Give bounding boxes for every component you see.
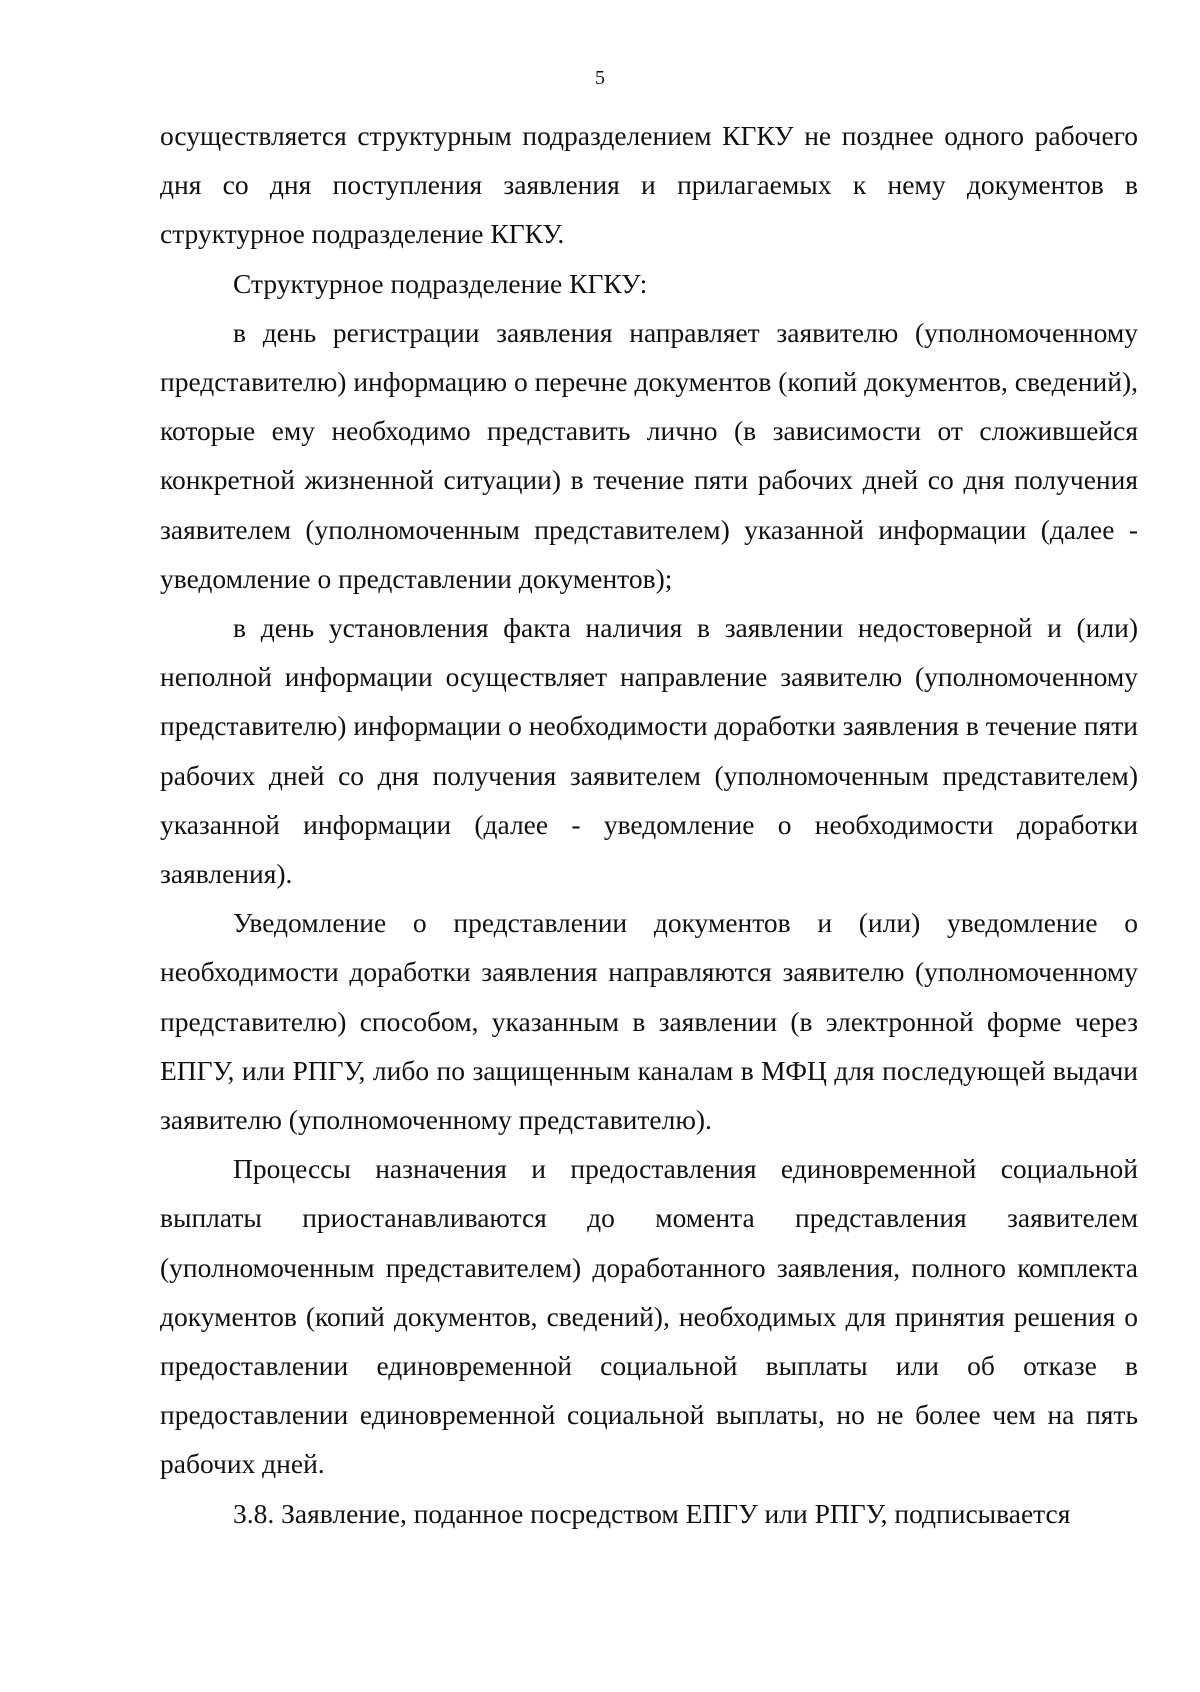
paragraph-registration-day: в день регистрации заявления направляет заявителю (уполномоченному представителю) информацию о перечне документов (копий документов, сведений), которые ему необходимо представить лично (в зависимости от сложившейся конкретной жизненной ситуации) в течение пяти рабочих дней со дня получения заявителем (уполномоченным представителем) указанной информации (далее - уведомление о представлении документов);: [160, 316, 1138, 594]
paragraph-continuation: осуществляется структурным подразделением КГКУ не позднее одного рабочего дня со дня поступления заявления и прилагаемых к нему документов в структурное подразделение КГКУ.: [160, 120, 1138, 250]
paragraph-clause-3-8: 3.8. Заявление, поданное посредством ЕПГУ или РПГУ, подписывается: [233, 1497, 1071, 1529]
paragraph-incomplete-info: в день установления факта наличия в заявлении недостоверной и (или) неполной информации осуществляет направление заявителю (уполномоченному представителю) информации о необходимости доработки заявления в течение пяти рабочих дней со дня получения заявителем (уполномоченным представителем) указанной информации (далее - уведомление о необходимости доработки заявления).: [160, 612, 1138, 890]
paragraph-structural-unit-heading: Структурное подразделение КГКУ:: [233, 267, 648, 299]
document-body: [160, 111, 1138, 1538]
paragraph-suspension: Процессы назначения и предоставления единовременной социальной выплаты приостанавливаются до момента представления заявителем (уполномоченным представителем) доработанного заявления, полного комплекта документов (копий документов, сведений), необходимых для принятия решения о предоставлении единовременной социальной выплаты или об отказе в предоставлении единовременной социальной выплаты, но не более чем на пять рабочих дней.: [160, 1153, 1138, 1480]
paragraph-notifications: Уведомление о представлении документов и (или) уведомление о необходимости доработки заявления направляются заявителю (уполномоченному представителю) способом, указанным в заявлении (в электронной форме через ЕПГУ, или РПГУ, либо по защищенным каналам в МФЦ для последующей выдачи заявителю (уполномоченному представителю).: [160, 907, 1138, 1136]
page-number: 5: [595, 67, 605, 89]
